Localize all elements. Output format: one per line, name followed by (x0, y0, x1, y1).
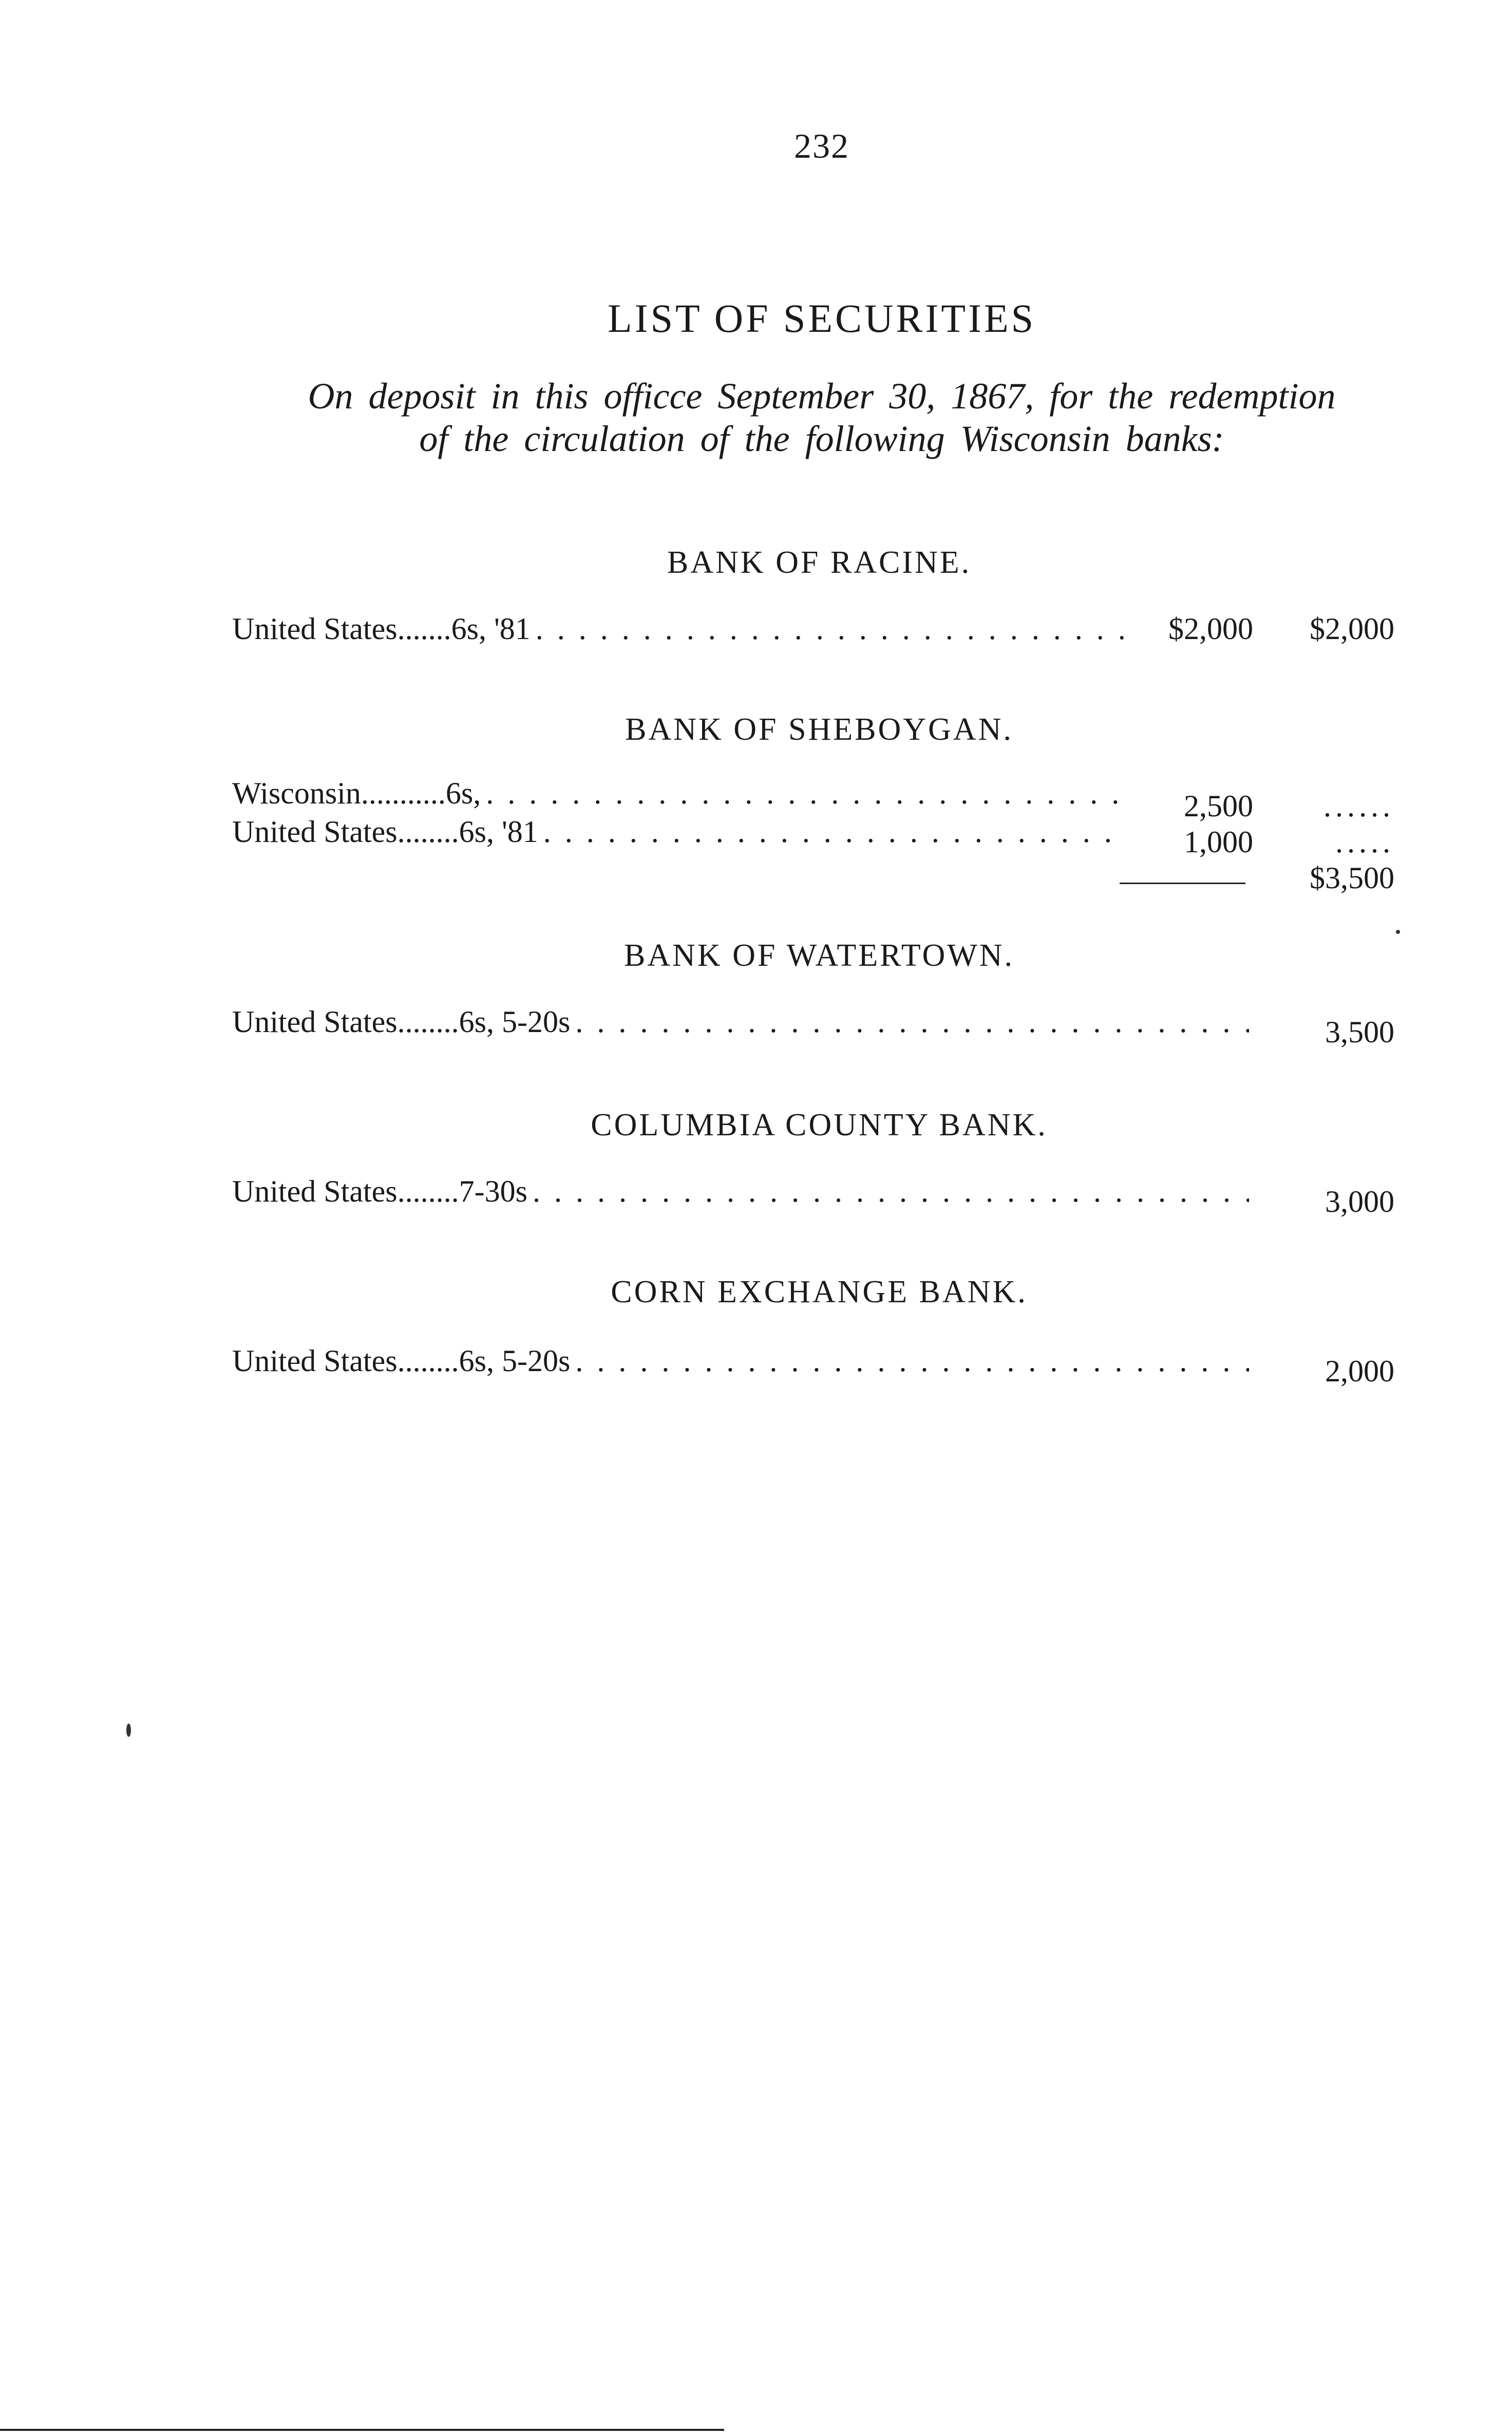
dot-leader (575, 1343, 1249, 1379)
total-cell: ..... (1335, 825, 1394, 859)
total-cell: 3,500 (1325, 1015, 1394, 1049)
dot-leader (575, 1004, 1249, 1040)
subtotal-rule (1120, 883, 1245, 884)
bank-total: $3,500 (1310, 861, 1394, 895)
security-description: 7-30s (459, 1174, 527, 1208)
total-cell: 2,000 (1325, 1354, 1394, 1388)
page-title: LIST OF SECURITIES (608, 296, 1036, 341)
securities-row (232, 1004, 1254, 1040)
securities-row (232, 1174, 1254, 1209)
total-cell: ...... (1324, 789, 1394, 823)
bank-heading-sheboygan: BANK OF SHEBOYGAN. (625, 712, 1013, 747)
ink-speck (126, 1724, 131, 1737)
total-cell: $2,000 (1310, 612, 1394, 646)
issuer-label: United States........ (232, 815, 459, 849)
dot-leader (543, 814, 1126, 850)
amount-cell: $2,000 (1168, 612, 1253, 646)
page-edge-rule (0, 2429, 724, 2431)
security-description: 6s, '81 (451, 612, 531, 646)
bank-heading-watertown: BANK OF WATERTOWN. (623, 938, 1015, 973)
issuer-label: United States........ (232, 1005, 459, 1039)
amount-cell: 2,500 (1184, 789, 1253, 823)
issuer-label: United States........ (232, 1344, 459, 1378)
security-description: 6s, 5-20s (459, 1344, 571, 1378)
issuer-label: United States....... (232, 612, 451, 646)
total-cell: 3,000 (1325, 1185, 1394, 1219)
ink-speck (1396, 930, 1400, 934)
dot-leader (536, 611, 1131, 647)
securities-row (232, 611, 1136, 647)
subtitle-line-2: of the circulation of the following Wisconsin banks: (419, 418, 1224, 459)
dot-leader (533, 1174, 1249, 1209)
dot-leader (486, 776, 1126, 811)
bank-heading-columbia-county: COLUMBIA COUNTY BANK. (591, 1108, 1048, 1142)
security-description: 6s, (445, 776, 481, 810)
securities-row (232, 776, 1131, 811)
amount-cell: 1,000 (1184, 825, 1253, 859)
subtitle-line-1: On deposit in this officce September 30, 1867, for the redemption (308, 376, 1336, 417)
securities-row (232, 814, 1131, 850)
securities-row (232, 1343, 1254, 1379)
bank-heading-racine: BANK OF RACINE. (667, 545, 972, 580)
issuer-label: United States........ (232, 1174, 459, 1208)
security-description: 6s, '81 (459, 815, 538, 849)
security-description: 6s, 5-20s (459, 1005, 571, 1039)
page-number: 232 (794, 126, 849, 165)
bank-heading-corn-exchange: CORN EXCHANGE BANK. (611, 1275, 1028, 1309)
issuer-label: Wisconsin........... (232, 776, 446, 810)
